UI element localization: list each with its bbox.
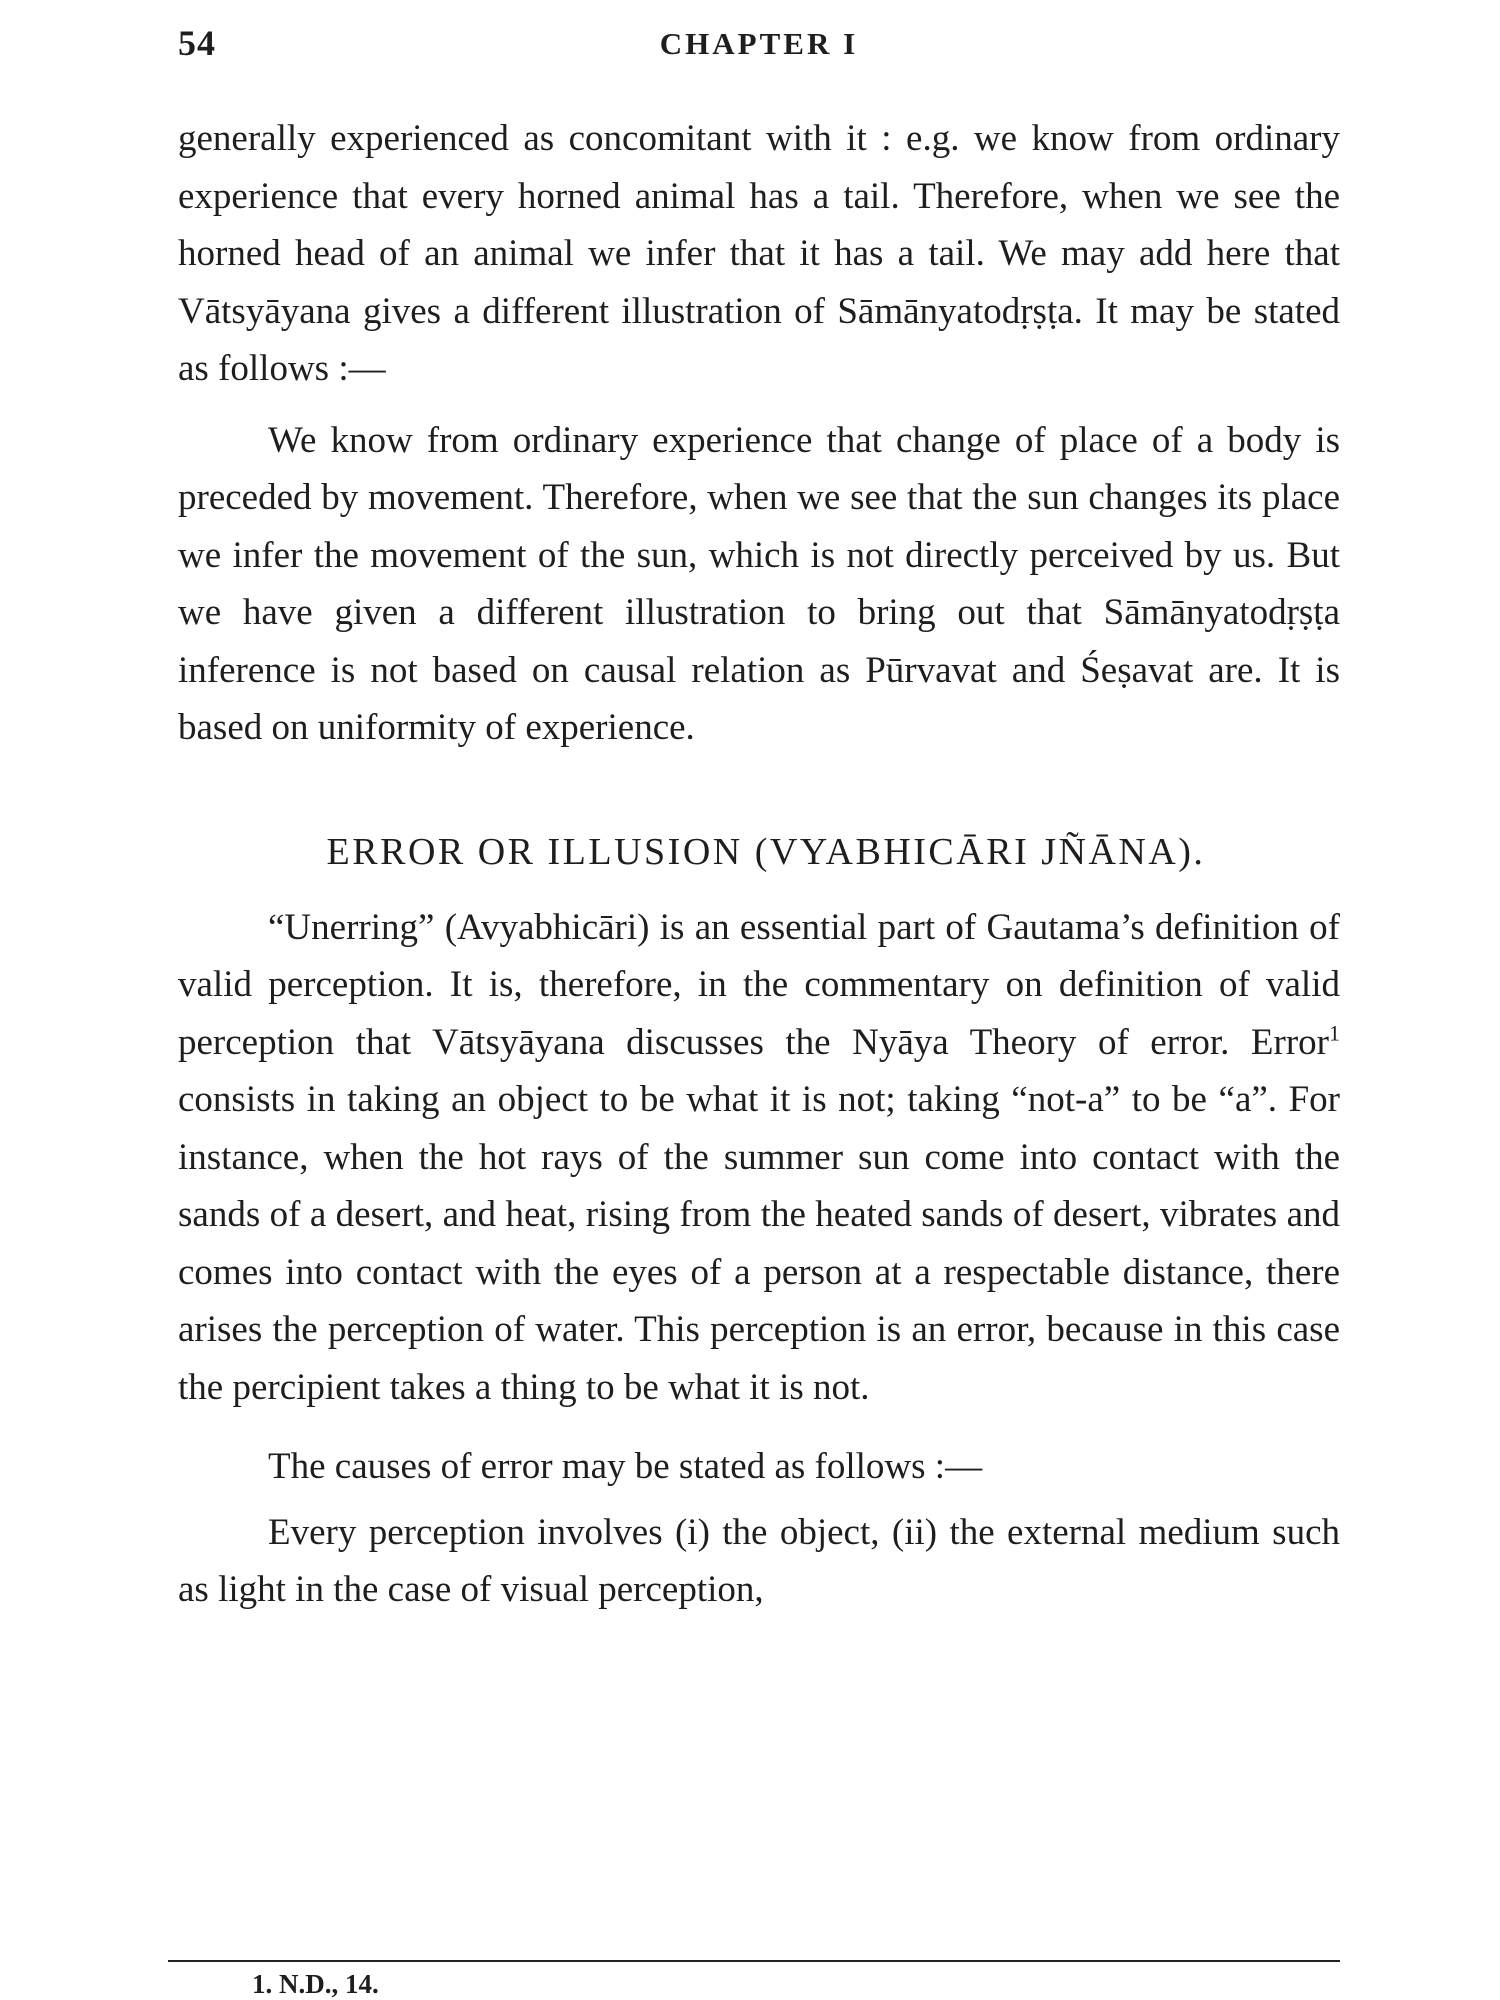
footnote: 1. N.D., 14. xyxy=(252,1969,379,1999)
page-number: 54 xyxy=(178,23,216,63)
paragraph-causes-intro: The causes of error may be stated as follows :— xyxy=(268,1446,983,1487)
running-head: CHAPTER I xyxy=(659,26,859,61)
footnote-rule xyxy=(168,1960,1340,1962)
paragraph-error-definition xyxy=(178,899,1340,1417)
paragraph-perception-involves: Every perception involves (i) the object, (ii) the external medium such as light in the case of visual perception, xyxy=(178,1511,1340,1610)
paragraph-vatsyayana-illustration: We know from ordinary experience that change of place of a body is preceded by movement. Therefore, when we see that the sun changes its place we infer the movement of the sun, which is not directly perceived by us. But we have given a different illustration to bring out that Sāmānyatodṛṣṭa inference is not based on causal relation as Pūrvavat and Śeṣavat are. It is based on uniformity of experience. xyxy=(178,419,1340,748)
body-text xyxy=(178,110,1340,1619)
page-header xyxy=(178,22,1340,78)
footnote-reference: 1 xyxy=(1329,1020,1340,1046)
paragraph-error-text-2: consists in taking an object to be what it is not; taking “not-a” to be “a”. For instance, when the hot rays of the summer sun come into contact with the sands of a desert, and heat, rising from the heated sands of desert, vibrates and comes into contact with the eyes of a person at a respectable distance, there arises the perception of water. This perception is an error, because in this case the percipient takes a thing to be what it is not. xyxy=(178,1079,1340,1408)
section-heading: ERROR OR ILLUSION (VYABHICĀRI JÑĀNA). xyxy=(326,830,1206,873)
paragraph-error-text-1: “Unerring” (Avyabhicāri) is an essential part of Gautama’s definition of valid perception. It is, therefore, in the commentary on definition of valid perception that Vātsyāyana discusses the Nyāya Theory of error. Error xyxy=(178,906,1340,1063)
paragraph-continuation: generally experienced as concomitant with it : e.g. we know from ordinary experience that every horned animal has a tail. Therefore, when we see the horned head of an animal we infer that it has a tail. We may add here that Vātsyāyana gives a different illustration of Sāmānyatodṛṣṭa. It may be stated as follows :— xyxy=(178,118,1340,389)
